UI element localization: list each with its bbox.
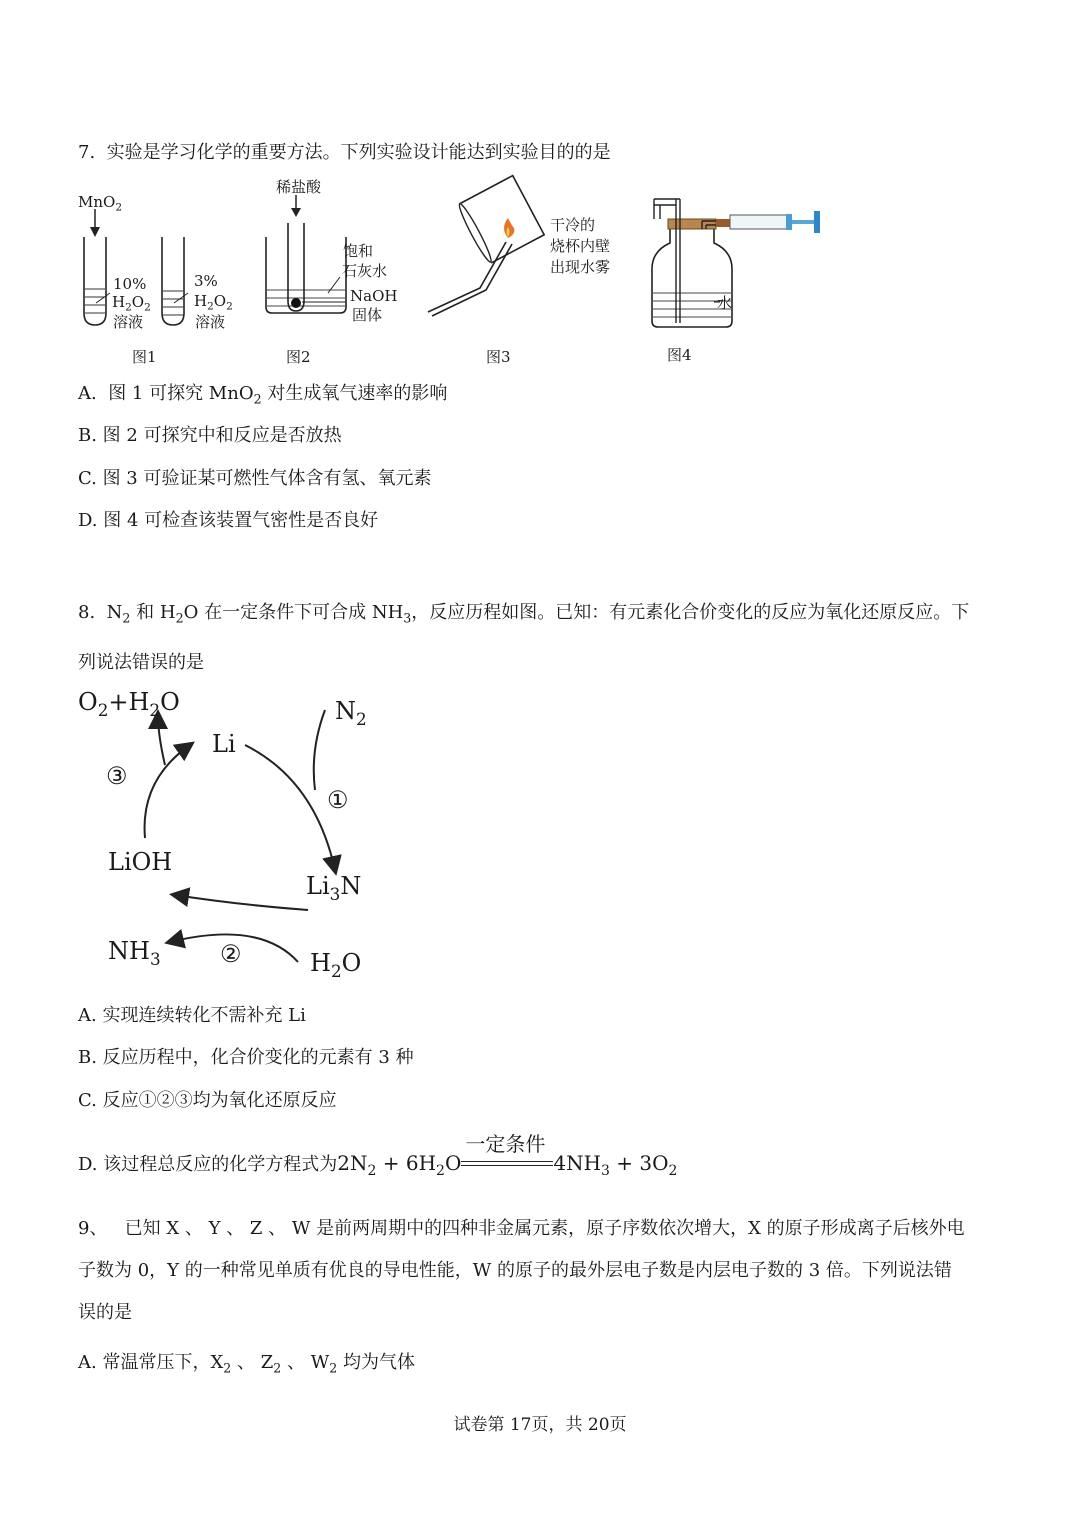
q8-d-2n: 2N bbox=[337, 1151, 368, 1175]
q8-stem-line1 bbox=[78, 600, 969, 626]
q8-stem-line2: 列说法错误的是 bbox=[78, 652, 204, 673]
q8-step1: ① bbox=[327, 786, 349, 814]
q7-option-b[interactable]: B. 图 2 可探究中和反应是否放热 bbox=[78, 425, 342, 446]
q7-option-a-post: 对生成氧气速率的影响 bbox=[267, 383, 448, 404]
q8-option-d[interactable] bbox=[78, 1132, 678, 1179]
q8-nh3 bbox=[108, 937, 161, 969]
page-footer: 试卷第 17页，共 20页 bbox=[453, 1415, 627, 1435]
q9-a-sub3: 2 bbox=[329, 1360, 338, 1376]
q8-option-a[interactable]: A. 实现连续转化不需补充 Li bbox=[78, 1005, 306, 1026]
q8-step2: ② bbox=[220, 940, 242, 968]
fig2-label-line1: 饱和 bbox=[343, 242, 374, 260]
q8-nh-sub: 3 bbox=[403, 610, 412, 626]
q8-n: N bbox=[106, 602, 123, 623]
q8-li3n bbox=[306, 872, 362, 904]
fig1-reagent-main: MnO bbox=[78, 193, 116, 211]
q7-option-a[interactable] bbox=[78, 381, 447, 407]
fig2-solid-line2: 固体 bbox=[352, 306, 383, 324]
q9-a-mid2: 、 W bbox=[281, 1352, 330, 1373]
q8-n-sub: 2 bbox=[122, 610, 131, 626]
q8-step3: ③ bbox=[106, 762, 128, 790]
fig2-solid-line1: NaOH bbox=[350, 287, 398, 305]
fig2-label-line2: 石灰水 bbox=[342, 262, 388, 280]
fig1-reagent-sub: 2 bbox=[115, 201, 123, 214]
q8-d-plus-6h: + 6H bbox=[376, 1151, 437, 1175]
q9-a-sub1: 2 bbox=[223, 1360, 232, 1376]
q8-and: 和 bbox=[136, 602, 155, 623]
q7-figure3 bbox=[420, 180, 580, 330]
q9-line2: 子数为 0，Y 的一种常见单质有优良的导电性能，W 的原子的最外层电子数是内层电子数的 3 倍。下列说法错 bbox=[78, 1260, 952, 1281]
q8-option-c[interactable]: C. 反应①②③均为氧化还原反应 bbox=[78, 1090, 337, 1111]
fig3-caption: 图3 bbox=[486, 348, 511, 366]
q8-rest: ，反应历程如图。已知：有元素化合价变化的反应为氧化还原反应。下 bbox=[411, 602, 970, 623]
q8-h2o bbox=[310, 949, 362, 981]
q8-li3n-n: N bbox=[340, 872, 362, 900]
q8-o2-plus: +H bbox=[108, 688, 150, 716]
fig3-label-line2: 烧杯内壁 bbox=[550, 237, 611, 255]
q9-line3: 误的是 bbox=[78, 1302, 132, 1323]
q9-a-post: 均为气体 bbox=[337, 1352, 415, 1373]
q8-lioh: LiOH bbox=[108, 848, 173, 876]
q7-figure4 bbox=[640, 195, 840, 345]
q9-a-mid1: 、 Z bbox=[231, 1352, 274, 1373]
fig1-caption: 图1 bbox=[132, 348, 157, 366]
q9-option-a[interactable] bbox=[78, 1350, 415, 1376]
fig1-left-h: H bbox=[112, 293, 126, 311]
q8-nh3-sub: 3 bbox=[149, 948, 161, 969]
q9-line1-text: 已知 X 、 Y 、 Z 、 W 是前两周期中的四种非金属元素，原子序数依次增大，X 的原子形成离子后核外电 bbox=[124, 1218, 965, 1239]
q7-option-c[interactable]: C. 图 3 可验证某可燃性气体含有氢、氧元素 bbox=[78, 468, 432, 489]
q7-option-a-letter: A. bbox=[78, 383, 97, 404]
fig1-right-sub2: 2 bbox=[226, 300, 233, 313]
fig1-left-solution: 溶液 bbox=[113, 313, 144, 331]
fig1-left-sub2: 2 bbox=[144, 301, 151, 314]
q8-o: O bbox=[183, 602, 199, 623]
q8-nh3-nh: NH bbox=[108, 937, 150, 965]
q7-stem-text: 实验是学习化学的重要方法。下列实验设计能达到实验目的的是 bbox=[106, 142, 611, 163]
fig2-reagent: 稀盐酸 bbox=[276, 178, 322, 196]
q8-h: H bbox=[159, 602, 176, 623]
fig3-label-line1: 干冷的 bbox=[550, 216, 596, 234]
q8-option-d-eq-right bbox=[553, 1151, 678, 1179]
q7-option-a-sub: 2 bbox=[253, 391, 262, 407]
q8-option-d-eq-left bbox=[337, 1151, 462, 1179]
q8-d-condition: 一定条件 bbox=[465, 1132, 546, 1156]
fig1-reagent bbox=[78, 193, 123, 214]
fig1-right-h: H bbox=[194, 292, 208, 310]
q8-h-sub: 2 bbox=[175, 610, 184, 626]
q8-h2o-sub: 2 bbox=[330, 960, 342, 981]
q8-number: 8. bbox=[78, 602, 96, 623]
q9-line1 bbox=[78, 1216, 965, 1242]
fig1-right-formula bbox=[194, 292, 233, 313]
q8-o2-sub1: 2 bbox=[97, 699, 109, 720]
q7-stem bbox=[78, 140, 611, 166]
q7-option-a-pre: 图 1 可探究 MnO bbox=[108, 383, 254, 404]
fig1-right-solution: 溶液 bbox=[195, 313, 226, 331]
fig1-left-o: O bbox=[131, 293, 145, 311]
q9-number: 9、 bbox=[78, 1218, 108, 1239]
q8-d-plus-3o: + 3O bbox=[609, 1151, 669, 1175]
q8-d-o: O bbox=[444, 1151, 462, 1175]
q8-h2o-h: H bbox=[310, 949, 331, 977]
q8-option-d-condition-arrow bbox=[461, 1132, 553, 1175]
q7-option-d[interactable]: D. 图 4 可检查该装置气密性是否良好 bbox=[78, 510, 379, 531]
q8-h2o-o: O bbox=[341, 949, 362, 977]
fig2-caption: 图2 bbox=[286, 348, 311, 366]
q8-li3n-li: Li bbox=[306, 872, 330, 900]
q8-mid: 在一定条件下可合成 bbox=[204, 602, 367, 623]
q8-li: Li bbox=[212, 730, 236, 758]
q8-option-d-pre: D. 该过程总反应的化学方程式为 bbox=[78, 1154, 338, 1175]
fig3-label-line3: 出现水雾 bbox=[550, 258, 611, 276]
q9-a-pre: A. 常温常压下，X bbox=[78, 1352, 224, 1373]
q8-option-b[interactable]: B. 反应历程中，化合价变化的元素有 3 种 bbox=[78, 1047, 414, 1068]
q8-d-6h-sub: 2 bbox=[436, 1162, 445, 1179]
q8-o2-h2o bbox=[78, 688, 180, 720]
q8-d-4nh: 4NH bbox=[553, 1151, 602, 1175]
q8-o2-o: O bbox=[78, 688, 98, 716]
q8-n2 bbox=[335, 697, 367, 729]
fig1-left-sub1: 2 bbox=[125, 301, 132, 314]
fig4-caption: 图4 bbox=[667, 346, 692, 364]
q8-nh: NH bbox=[371, 602, 404, 623]
q7-number: 7. bbox=[78, 142, 96, 163]
q8-o2-end: O bbox=[160, 688, 180, 716]
q9-a-sub2: 2 bbox=[273, 1360, 282, 1376]
q8-d-3o-sub: 2 bbox=[668, 1162, 678, 1179]
q7-figure1 bbox=[70, 185, 250, 365]
q8-o2-sub2: 2 bbox=[149, 699, 161, 720]
fig1-left-pct: 10% bbox=[113, 275, 147, 293]
fig4-water-label: 水 bbox=[717, 294, 733, 312]
fig1-right-pct: 3% bbox=[194, 272, 218, 290]
q8-n2-n: N bbox=[335, 697, 356, 725]
q8-d-4nh-sub: 3 bbox=[601, 1162, 610, 1179]
q8-d-2n-sub: 2 bbox=[367, 1162, 377, 1179]
fig1-right-sub1: 2 bbox=[207, 300, 214, 313]
q8-n2-sub: 2 bbox=[356, 708, 367, 729]
q8-li3n-sub: 3 bbox=[329, 883, 341, 904]
fig1-left-formula bbox=[112, 293, 151, 314]
fig1-right-o: O bbox=[213, 292, 227, 310]
